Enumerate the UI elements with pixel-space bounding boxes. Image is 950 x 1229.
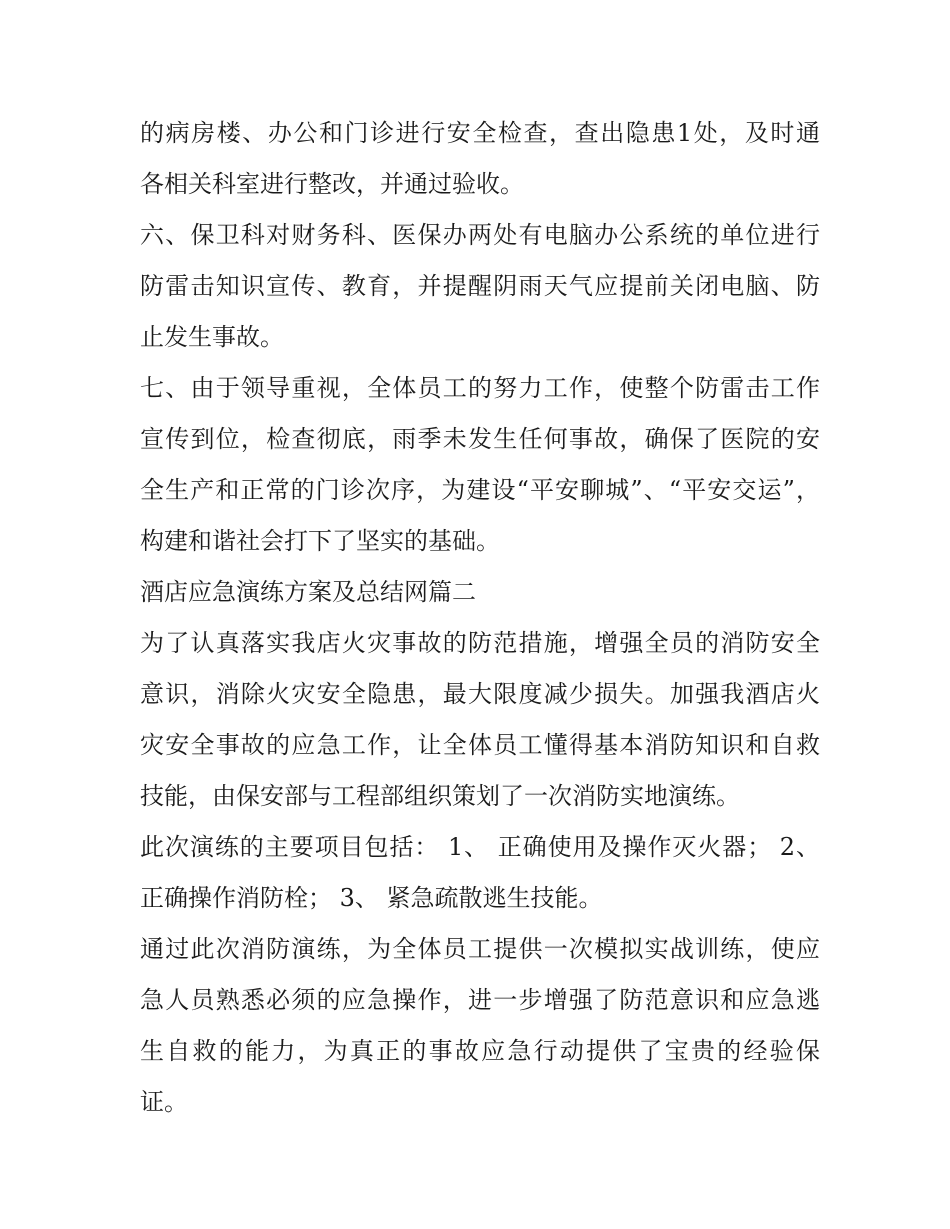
text-line: 通过此次消防演练，为全体员工提供一次模拟实战训练，使应: [140, 935, 820, 963]
text-line: 正确操作消防栓； 3、 紧急疏散逃生技能。: [140, 884, 603, 912]
text-line: 防雷击知识宣传、教育，并提醒阴雨天气应提前关闭电脑、防: [140, 272, 820, 300]
document-body: [140, 108, 820, 1128]
text-line: 灾安全事故的应急工作，让全体员工懂得基本消防知识和自救: [140, 731, 820, 759]
text-line: 构建和谐社会打下了坚实的基础。: [140, 527, 500, 555]
text-line: 此次演练的主要项目包括： 1、 正确使用及操作灭火器； 2、: [140, 833, 820, 861]
text-line: 七、由于领导重视，全体员工的努力工作，使整个防雷击工作: [140, 374, 820, 402]
text-line: 急人员熟悉必须的应急操作，进一步增强了防范意识和应急逃: [140, 986, 820, 1014]
text-line: 为了认真落实我店火灾事故的防范措施，增强全员的消防安全: [140, 629, 820, 657]
section-heading: 酒店应急演练方案及总结网篇二: [140, 578, 476, 606]
text-line: 的病房楼、办公和门诊进行安全检查，查出隐患1处，及时通: [140, 119, 820, 147]
text-line: 宣传到位，检查彻底，雨季未发生任何事故，确保了医院的安: [140, 425, 820, 453]
text-line: 意识，消除火灾安全隐患，最大限度减少损失。加强我酒店火: [140, 680, 820, 708]
text-line: 生自救的能力，为真正的事故应急行动提供了宝贵的经验保: [140, 1037, 820, 1065]
text-line: 止发生事故。: [140, 323, 284, 351]
text-line: 各相关科室进行整改，并通过验收。: [140, 170, 524, 198]
text-line: 六、保卫科对财务科、医保办两处有电脑办公系统的单位进行: [140, 221, 820, 249]
text-line: 全生产和正常的门诊次序，为建设“平安聊城”、“平安交运”，: [140, 476, 820, 504]
text-line: 技能，由保安部与工程部组织策划了一次消防实地演练。: [140, 782, 740, 810]
text-line: 证。: [140, 1088, 188, 1116]
